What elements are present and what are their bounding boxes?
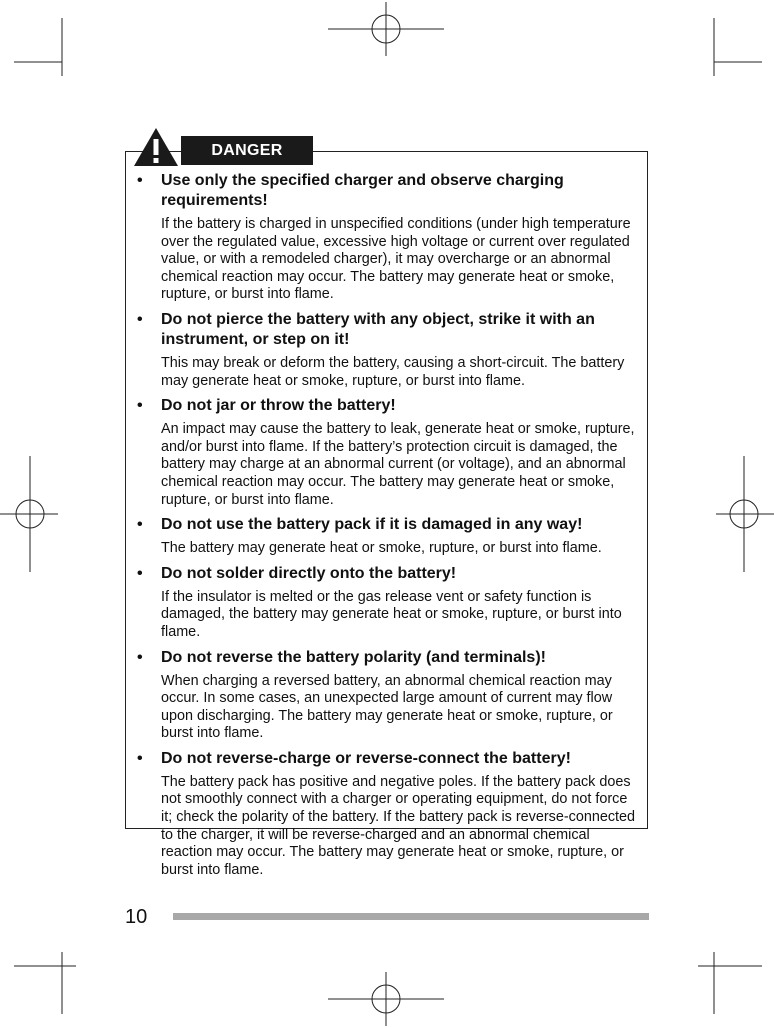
item-title: Do not pierce the battery with any object, strike it with an instrument, or step on it!: [161, 310, 595, 348]
list-item: [135, 515, 639, 558]
registration-mark-left: [0, 456, 58, 572]
danger-label: DANGER: [181, 136, 313, 165]
bullet: •: [137, 310, 143, 328]
item-title: Do not jar or throw the battery!: [161, 397, 396, 415]
item-title: Use only the specified charger and observe charging requirements!: [161, 172, 564, 209]
bullet: •: [137, 749, 143, 767]
item-body: If the battery is charged in unspecified conditions (under high temperature over the regulated value, excessive high voltage or current over regulated value, or with a remodeled charger), it may overcharge or an abnormal chemical reaction may occur. The battery may generate heat or smoke, rupture, or burst into flame.: [161, 216, 631, 303]
page-number: 10: [125, 906, 148, 928]
list-item: [135, 396, 639, 509]
item-body: This may break or deform the battery, causing a short-circuit. The battery may generate heat or smoke, rupture, or burst into flame.: [161, 354, 625, 389]
list-item: [135, 171, 639, 304]
bullet: •: [137, 648, 143, 666]
item-body: When charging a reversed battery, an abnormal chemical reaction may occur. In some cases, an unexpected large amount of current may flow upon discharging. The battery may generate heat or smoke, rupture, or burst into flame.: [161, 672, 613, 742]
registration-mark-right: [716, 456, 774, 572]
item-title: Do not use the battery pack if it is damaged in any way!: [161, 516, 583, 534]
bullet: •: [137, 516, 143, 534]
item-title: Do not reverse-charge or reverse-connect the battery!: [161, 749, 571, 767]
list-item: [135, 749, 639, 880]
warning-triangle-icon: [133, 127, 179, 167]
item-title: Do not solder directly onto the battery!: [161, 564, 457, 582]
danger-list: [135, 171, 639, 885]
list-item: [135, 648, 639, 743]
item-body: An impact may cause the battery to leak, generate heat or smoke, rupture, and/or burst into flame. If the battery’s protection circuit is damaged, the battery may charge at an abnormal current (or voltage), and an abnormal chemical reaction may occur. The battery may generate heat or smoke, rupture, or burst into flame.: [161, 421, 635, 508]
item-body: The battery may generate heat or smoke, rupture, or burst into flame.: [161, 540, 602, 557]
bullet: •: [137, 172, 143, 189]
item-body: If the insulator is melted or the gas release vent or safety function is damaged, the battery may generate heat or smoke, rupture, or burst into flame.: [161, 588, 622, 640]
list-item: [135, 564, 639, 642]
footer-rule: [173, 913, 649, 920]
item-body: The battery pack has positive and negative poles. If the battery pack does not smoothly connect with a charger or operating equipment, do not force it; check the polarity of the battery. If the battery pack is reverse-connected to the charger, it will be reverse-charged and an abnormal chemical reaction may occur. The battery may generate heat or smoke, rupture, or burst into flame.: [161, 773, 636, 878]
registration-mark-bottom: [328, 972, 444, 1026]
bullet: •: [137, 397, 143, 415]
list-item: [135, 310, 639, 390]
registration-mark-top: [328, 2, 444, 56]
bullet: •: [137, 564, 143, 582]
item-title: Do not reverse the battery polarity (and terminals)!: [161, 648, 546, 666]
